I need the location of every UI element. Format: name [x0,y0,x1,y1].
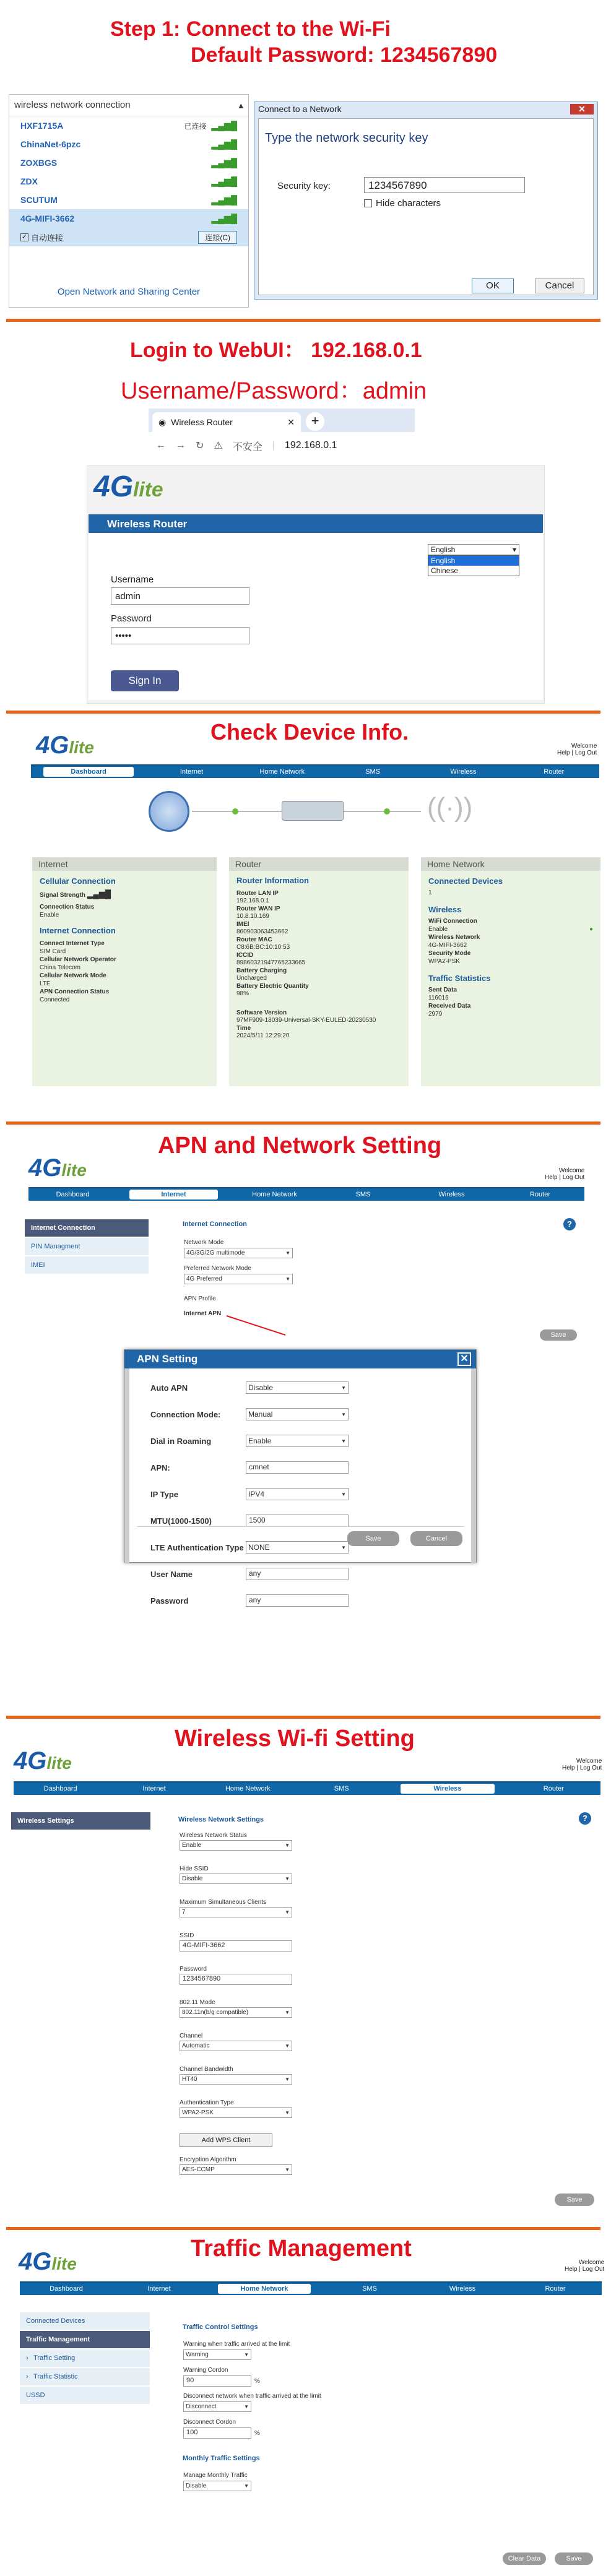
internet-apn-link[interactable]: Internet APN [184,1310,222,1317]
home-network-panel [421,857,600,1086]
nav-tab-wireless[interactable]: Wireless [438,1191,465,1198]
main-nav [28,1187,584,1201]
apn-field-input[interactable]: any [246,1594,349,1607]
nav-tab-internet[interactable]: Internet [142,1785,166,1792]
check-device-title: Check Device Info. [210,719,409,745]
help-icon[interactable]: ? [579,1812,591,1825]
security-key-label: Security key: [277,181,331,191]
wifi-signal-icon: ▂▄▆█ [211,213,237,223]
monthly-title: Monthly Traffic Settings [183,2455,260,2462]
security-key-input[interactable]: 1234567890 [364,177,525,193]
encryption-label: Encryption Algorithm [180,2156,236,2163]
clear-data-button[interactable]: Clear Data [503,2552,546,2565]
open-network-center-link[interactable]: Open Network and Sharing Center [57,287,201,297]
save-button[interactable]: Save [555,2552,593,2565]
username-label: Username [111,574,154,585]
sent-data-value: 116016 [428,995,449,1001]
login-title: Login to WebUI： 192.168.0.1 [130,339,422,362]
password-label: Password [111,613,152,624]
traffic-title: Traffic Management [191,2236,412,2262]
warning-cordon-input[interactable]: 90 [183,2375,251,2387]
traffic-statistics-title: Traffic Statistics [428,974,491,983]
wireless-field-label: Channel Bandwidth [180,2066,233,2073]
welcome-text: Welcome [571,743,597,750]
username-input[interactable]: admin [111,587,249,605]
auto-connect-checkbox[interactable]: ✓ [21,233,28,241]
wifi-status-icon: ● [589,926,593,933]
apn-field-label: Connection Mode: [150,1409,221,1419]
wifi-list-header: wireless network connection [14,100,131,110]
nav-tab-internet[interactable]: Internet [129,1190,218,1199]
nav-tab-home-network[interactable]: Home Network [252,1191,297,1198]
imei-label: IMEI [236,920,249,928]
nav-tab-home-network[interactable]: Home Network [259,768,305,776]
wifi-network-item[interactable] [9,191,248,209]
section-title: Traffic Control Settings [183,2323,258,2331]
main-nav [31,764,599,778]
disconnect-select[interactable]: Disconnect ▼ [183,2401,251,2412]
apn-field-select[interactable]: Disable ▼ [246,1381,349,1394]
login-page [87,465,545,704]
language-dropdown [428,555,519,576]
nav-tab-sms[interactable]: SMS [334,1785,349,1792]
operator-label: Cellular Network Operator [40,956,116,963]
dialog-heading: Type the network security key [265,131,428,145]
wireless-field-label: Channel [180,2033,203,2039]
lan-ip-label: Router LAN IP [236,889,279,897]
nav-tab-sms[interactable]: SMS [362,2285,377,2293]
battery-quantity-label: Battery Electric Quantity [236,982,309,990]
nav-tab-dashboard[interactable]: Dashboard [56,1191,90,1198]
wifi-list-panel [9,94,249,308]
home-network-panel-head: Home Network [421,857,600,871]
close-icon[interactable]: ✕ [570,104,594,115]
reload-icon[interactable]: ↻ [196,441,204,451]
wifi-signal-icon: ▂▄▆█ [211,120,237,131]
welcome-text: Welcome [576,1758,602,1765]
software-version-label: Software Version [236,1009,287,1016]
wireless-title: Wireless [428,905,462,914]
section-title: Internet Connection [183,1221,247,1228]
help-logout-link[interactable]: Help | Log Out [557,750,597,756]
connect-button[interactable]: 连接(C) [198,231,237,244]
sidebar-item-connected-devices[interactable]: Connected Devices [20,2312,150,2330]
new-tab-icon[interactable]: + [306,412,324,431]
signal-strength-label: Signal Strength [40,892,85,899]
nav-tab-router[interactable]: Router [544,768,565,776]
4g-lite-logo: 4Glite [36,732,94,759]
sidebar-item-traffic-setting[interactable]: › Traffic Setting [20,2349,150,2367]
wireless-field-label: 802.11 Mode [180,1999,215,2006]
forward-icon[interactable]: → [176,440,186,451]
browser-chrome: ◉ Wireless Router ✕ + ← → ↻ ⚠ 不安全 | 192.168.0.1 [149,408,415,462]
nav-tab-internet[interactable]: Internet [147,2285,171,2293]
wireless-field-select[interactable]: Enable ▼ [180,1840,292,1851]
nav-tab-home-network[interactable]: Home Network [225,1785,271,1792]
wifi-network-name: HXF1715A [20,121,64,131]
close-icon[interactable]: ✕ [457,1352,471,1366]
hide-characters-checkbox[interactable] [364,199,372,207]
wireless-network-label: Wireless Network [428,934,480,941]
wifi-network-name: ZOXBGS [20,158,58,168]
mac-label: Router MAC [236,936,272,943]
credentials-title: Username/Password：admin [121,378,427,404]
security-mode-value: WPA2-PSK [428,958,460,965]
tab-favicon-icon: ◉ [158,417,167,427]
sidebar-item-internet-connection[interactable]: Internet Connection [25,1219,149,1237]
nav-tab-router[interactable]: Router [545,2285,566,2293]
iccid-label: ICCID [236,951,254,959]
apn-dialog-title: APN Setting ✕ [124,1350,476,1368]
globe-icon [149,791,189,832]
wifi-network-item[interactable] [9,153,248,172]
sent-data-label: Sent Data [428,987,457,993]
disconnect-label: Disconnect network when traffic arrived at the limit [183,2393,321,2400]
apn-status-label: APN Connection Status [40,988,110,995]
received-data-label: Received Data [428,1003,471,1009]
wireless-field-select[interactable]: 802.11n(b/g compatible) ▼ [180,2007,292,2018]
apn-status-value: Connected [40,996,70,1003]
preferred-mode-label: Preferred Network Mode [184,1265,251,1272]
address-bar[interactable]: 192.168.0.1 [284,440,337,451]
operator-value: China Telecom [40,964,80,971]
connection-status-label: Connection Status [40,904,95,910]
nav-tab-internet[interactable]: Internet [180,768,204,776]
nav-tab-sms[interactable]: SMS [365,768,381,776]
welcome-text: Welcome [578,2259,605,2266]
wireless-field-label: Maximum Simultaneous Clients [180,1899,267,1906]
browser-tab-title[interactable]: Wireless Router [171,417,233,427]
percent-label: % [254,2430,260,2437]
monthly-traffic-select[interactable]: Disable ▼ [183,2481,251,2491]
type-label: Connect Internet Type [40,940,105,947]
4g-lite-logo: 4Glite [19,2248,77,2275]
connect-dialog [254,102,598,300]
nav-tab-wireless[interactable]: Wireless [450,768,477,776]
nav-tab-dashboard[interactable]: Dashboard [50,2285,83,2293]
warning-label: Warning when traffic arrived at the limit [183,2341,290,2348]
sidebar [20,2312,150,2405]
wifi-network-item[interactable] [9,172,248,191]
wifi-connection-value: Enable [428,926,448,933]
wireless-title: Wireless Wi-fi Setting [175,1726,415,1752]
signal-bars-icon: ▂▄▆█ [87,889,111,899]
received-data-value: 2979 [428,1011,443,1018]
apn-field-label: MTU(1000-1500) [150,1516,212,1526]
wireless-field-label: Password [180,1966,207,1973]
apn-field-input[interactable]: any [246,1568,349,1580]
wireless-field-select[interactable]: HT40 ▼ [180,2074,292,2085]
wireless-field-select[interactable]: 7 ▼ [180,1907,292,1917]
4g-lite-logo: 4Glite [28,1154,87,1182]
apn-field-label: Password [150,1596,189,1606]
nav-tab-router[interactable]: Router [529,1191,551,1198]
sidebar-item-wireless-settings[interactable]: Wireless Settings [11,1812,150,1830]
hide-characters-label: Hide characters [376,198,441,209]
battery-charging-label: Battery Charging [236,967,287,974]
security-mode-label: Security Mode [428,950,471,957]
lan-ip-value: 192.168.0.1 [236,897,269,904]
apn-save-button[interactable]: Save [347,1531,399,1546]
internet-panel [32,857,217,1086]
apn-field-select[interactable]: Enable ▼ [246,1435,349,1447]
wireless-field-label: Wireless Network Status [180,1832,247,1839]
warning-cordon-label: Warning Cordon [183,2367,228,2374]
apn-field-input[interactable]: 1500 [246,1515,349,1527]
connection-status-value: Enable [40,912,59,918]
warning-icon: ⚠ [214,441,223,451]
nav-tab-wireless[interactable]: Wireless [449,2285,476,2293]
apn-field-select[interactable]: IPV4 ▼ [246,1488,349,1500]
warning-select[interactable]: Warning ▼ [183,2349,251,2360]
section-title: Wireless Network Settings [178,1816,264,1823]
status-dot-icon [384,808,390,815]
wifi-network-name: SCUTUM [20,195,58,205]
password-input[interactable]: ••••• [111,627,249,644]
software-version-value: 97MF909-18039-Universal-SKY-EULED-20230530 [236,1017,376,1024]
connected-devices-title: Connected Devices [428,876,503,886]
4g-lite-logo: 4Glite [93,470,163,503]
apn-field-label: Auto APN [150,1383,188,1393]
wan-ip-label: Router WAN IP [236,905,280,912]
router-brand-bar: Wireless Router [89,514,543,533]
status-dot-icon [232,808,238,815]
battery-charging-value: Uncharged [236,975,267,982]
apn-cancel-button[interactable]: Cancel [410,1531,462,1546]
sidebar [25,1219,149,1275]
help-logout-link[interactable]: Help | Log Out [565,2266,605,2273]
wireless-field-input[interactable]: 4G-MIFI-3662 [180,1940,292,1951]
4g-lite-logo: 4Glite [14,1747,72,1774]
wifi-signal-icon: ▂▄▆█ [211,194,237,205]
sidebar-item-traffic-management[interactable]: Traffic Management [20,2331,150,2348]
dialog-title: Connect to a Network [258,104,342,114]
network-mode-label: Network Mode [184,1239,224,1246]
type-value: SIM Card [40,948,66,955]
sidebar-item-traffic-statistic[interactable]: › Traffic Statistic [20,2368,150,2385]
welcome-text: Welcome [558,1167,585,1174]
main-nav [20,2281,602,2295]
apn-field-label: LTE Authentication Type [150,1542,244,1552]
wifi-network-item[interactable] [9,135,248,153]
save-button[interactable]: Save [555,2193,594,2206]
save-button[interactable]: Save [540,1329,577,1341]
step1-title: Step 1: Connect to the Wi-Fi [110,17,391,41]
internet-panel-head: Internet [32,857,217,871]
monthly-traffic-label: Manage Monthly Traffic [183,2472,248,2479]
router-icon [282,801,344,821]
default-password-title: Default Password: 1234567890 [191,43,498,67]
wifi-network-name: 4G-MIFI-3662 [20,214,75,223]
help-icon[interactable]: ? [563,1218,576,1230]
cancel-button[interactable]: Cancel [535,279,584,293]
apn-field-label: IP Type [150,1489,179,1499]
apn-field-select[interactable]: NONE ▼ [246,1541,349,1554]
nav-tab-sms[interactable]: SMS [355,1191,371,1198]
nav-tab-router[interactable]: Router [543,1785,564,1792]
sidebar-item-imei[interactable]: IMEI [25,1256,149,1274]
wireless-field-select[interactable]: Automatic ▼ [180,2041,292,2051]
apn-field-label: Dial in Roaming [150,1436,212,1446]
router-info-title: Router Information [236,876,309,885]
nav-tab-wireless[interactable]: Wireless [401,1784,494,1794]
time-value: 2024/5/11 12:29:20 [236,1032,290,1039]
lang-option-english[interactable]: English [428,556,519,566]
ok-button[interactable]: OK [472,279,514,293]
apn-setting-dialog [124,1349,477,1606]
add-wps-client-button[interactable]: Add WPS Client [180,2133,272,2147]
router-panel-head: Router [229,857,409,871]
mac-value: C8:6B:BC:10:10:53 [236,944,290,951]
disconnect-cordon-input[interactable]: 100 [183,2427,251,2439]
wifi-network-item[interactable] [9,209,248,228]
battery-quantity-value: 98% [236,990,249,997]
wireless-field-label: Hide SSID [180,1865,209,1872]
nav-tab-dashboard[interactable]: Dashboard [43,1785,77,1792]
wan-ip-value: 10.8.10.169 [236,913,269,920]
mode-label: Cellular Network Mode [40,972,106,979]
wireless-field-select[interactable]: WPA2-PSK ▼ [180,2107,292,2118]
iccid-value: 89860321947765233665 [236,959,306,966]
imei-value: 860903063453662 [236,928,288,935]
auto-connect-label: 自动连接 [31,233,64,243]
help-logout-link[interactable]: Help | Log Out [562,1765,602,1771]
nav-tab-home-network[interactable]: Home Network [218,2284,311,2294]
wifi-network-name: ZDX [20,176,38,186]
apn-profile-label: APN Profile [184,1295,216,1302]
language-select[interactable]: English ▾ [428,544,519,555]
wireless-field-select[interactable]: Disable ▼ [180,1874,292,1884]
network-topology [142,786,477,836]
router-panel [229,857,409,1086]
encryption-select[interactable]: AES-CCMP ▼ [180,2164,292,2175]
wireless-network-value: 4G-MIFI-3662 [428,942,467,949]
apn-field-label: APN: [150,1463,170,1472]
wifi-network-item[interactable] [9,116,248,135]
nav-tab-dashboard[interactable]: Dashboard [43,767,134,777]
sidebar-item-ussd[interactable]: USSD [20,2387,150,2404]
mode-value: LTE [40,980,51,987]
lang-option-chinese[interactable]: Chinese [431,566,459,575]
wifi-signal-icon: ▂▄▆█ [211,176,237,186]
wifi-connection-label: WiFi Connection [428,918,477,925]
preferred-mode-select[interactable]: 4G Preferred ▼ [184,1274,293,1284]
cellular-connection-title: Cellular Connection [40,876,116,886]
wireless-signal-icon: ((·)) [427,792,473,823]
tab-close-icon[interactable]: ✕ [287,417,295,427]
disconnect-cordon-label: Disconnect Cordon [183,2419,236,2426]
insecure-label: 不安全 [232,441,262,452]
collapse-icon[interactable]: ▴ [238,100,243,111]
help-logout-link[interactable]: Help | Log Out [545,1174,585,1181]
apn-field-label: User Name [150,1569,193,1579]
sign-in-button[interactable]: Sign In [111,670,179,691]
time-label: Time [236,1024,251,1032]
back-icon[interactable]: ← [156,440,166,451]
wireless-field-label: Authentication Type [180,2099,234,2106]
wireless-field-input[interactable]: 1234567890 [180,1974,292,1985]
sidebar-item-pin-managment[interactable]: PIN Managment [25,1238,149,1255]
arrow-icon [227,1315,286,1336]
wifi-signal-icon: ▂▄▆█ [211,157,237,168]
connected-devices-value: 1 [428,889,432,896]
apn-field-select[interactable]: Manual ▼ [246,1408,349,1420]
wifi-network-name: ChinaNet-6pzc [20,139,81,149]
wifi-signal-icon: ▂▄▆█ [211,139,237,149]
network-mode-select[interactable]: 4G/3G/2G multimode ▼ [184,1248,293,1258]
apn-field-input[interactable]: cmnet [246,1461,349,1474]
wifi-status: 已连接 [184,121,207,131]
apn-title: APN and Network Setting [158,1133,442,1159]
wireless-field-label: SSID [180,1932,194,1939]
main-nav [14,1781,600,1795]
internet-connection-title: Internet Connection [40,926,116,935]
percent-label: % [254,2378,260,2385]
